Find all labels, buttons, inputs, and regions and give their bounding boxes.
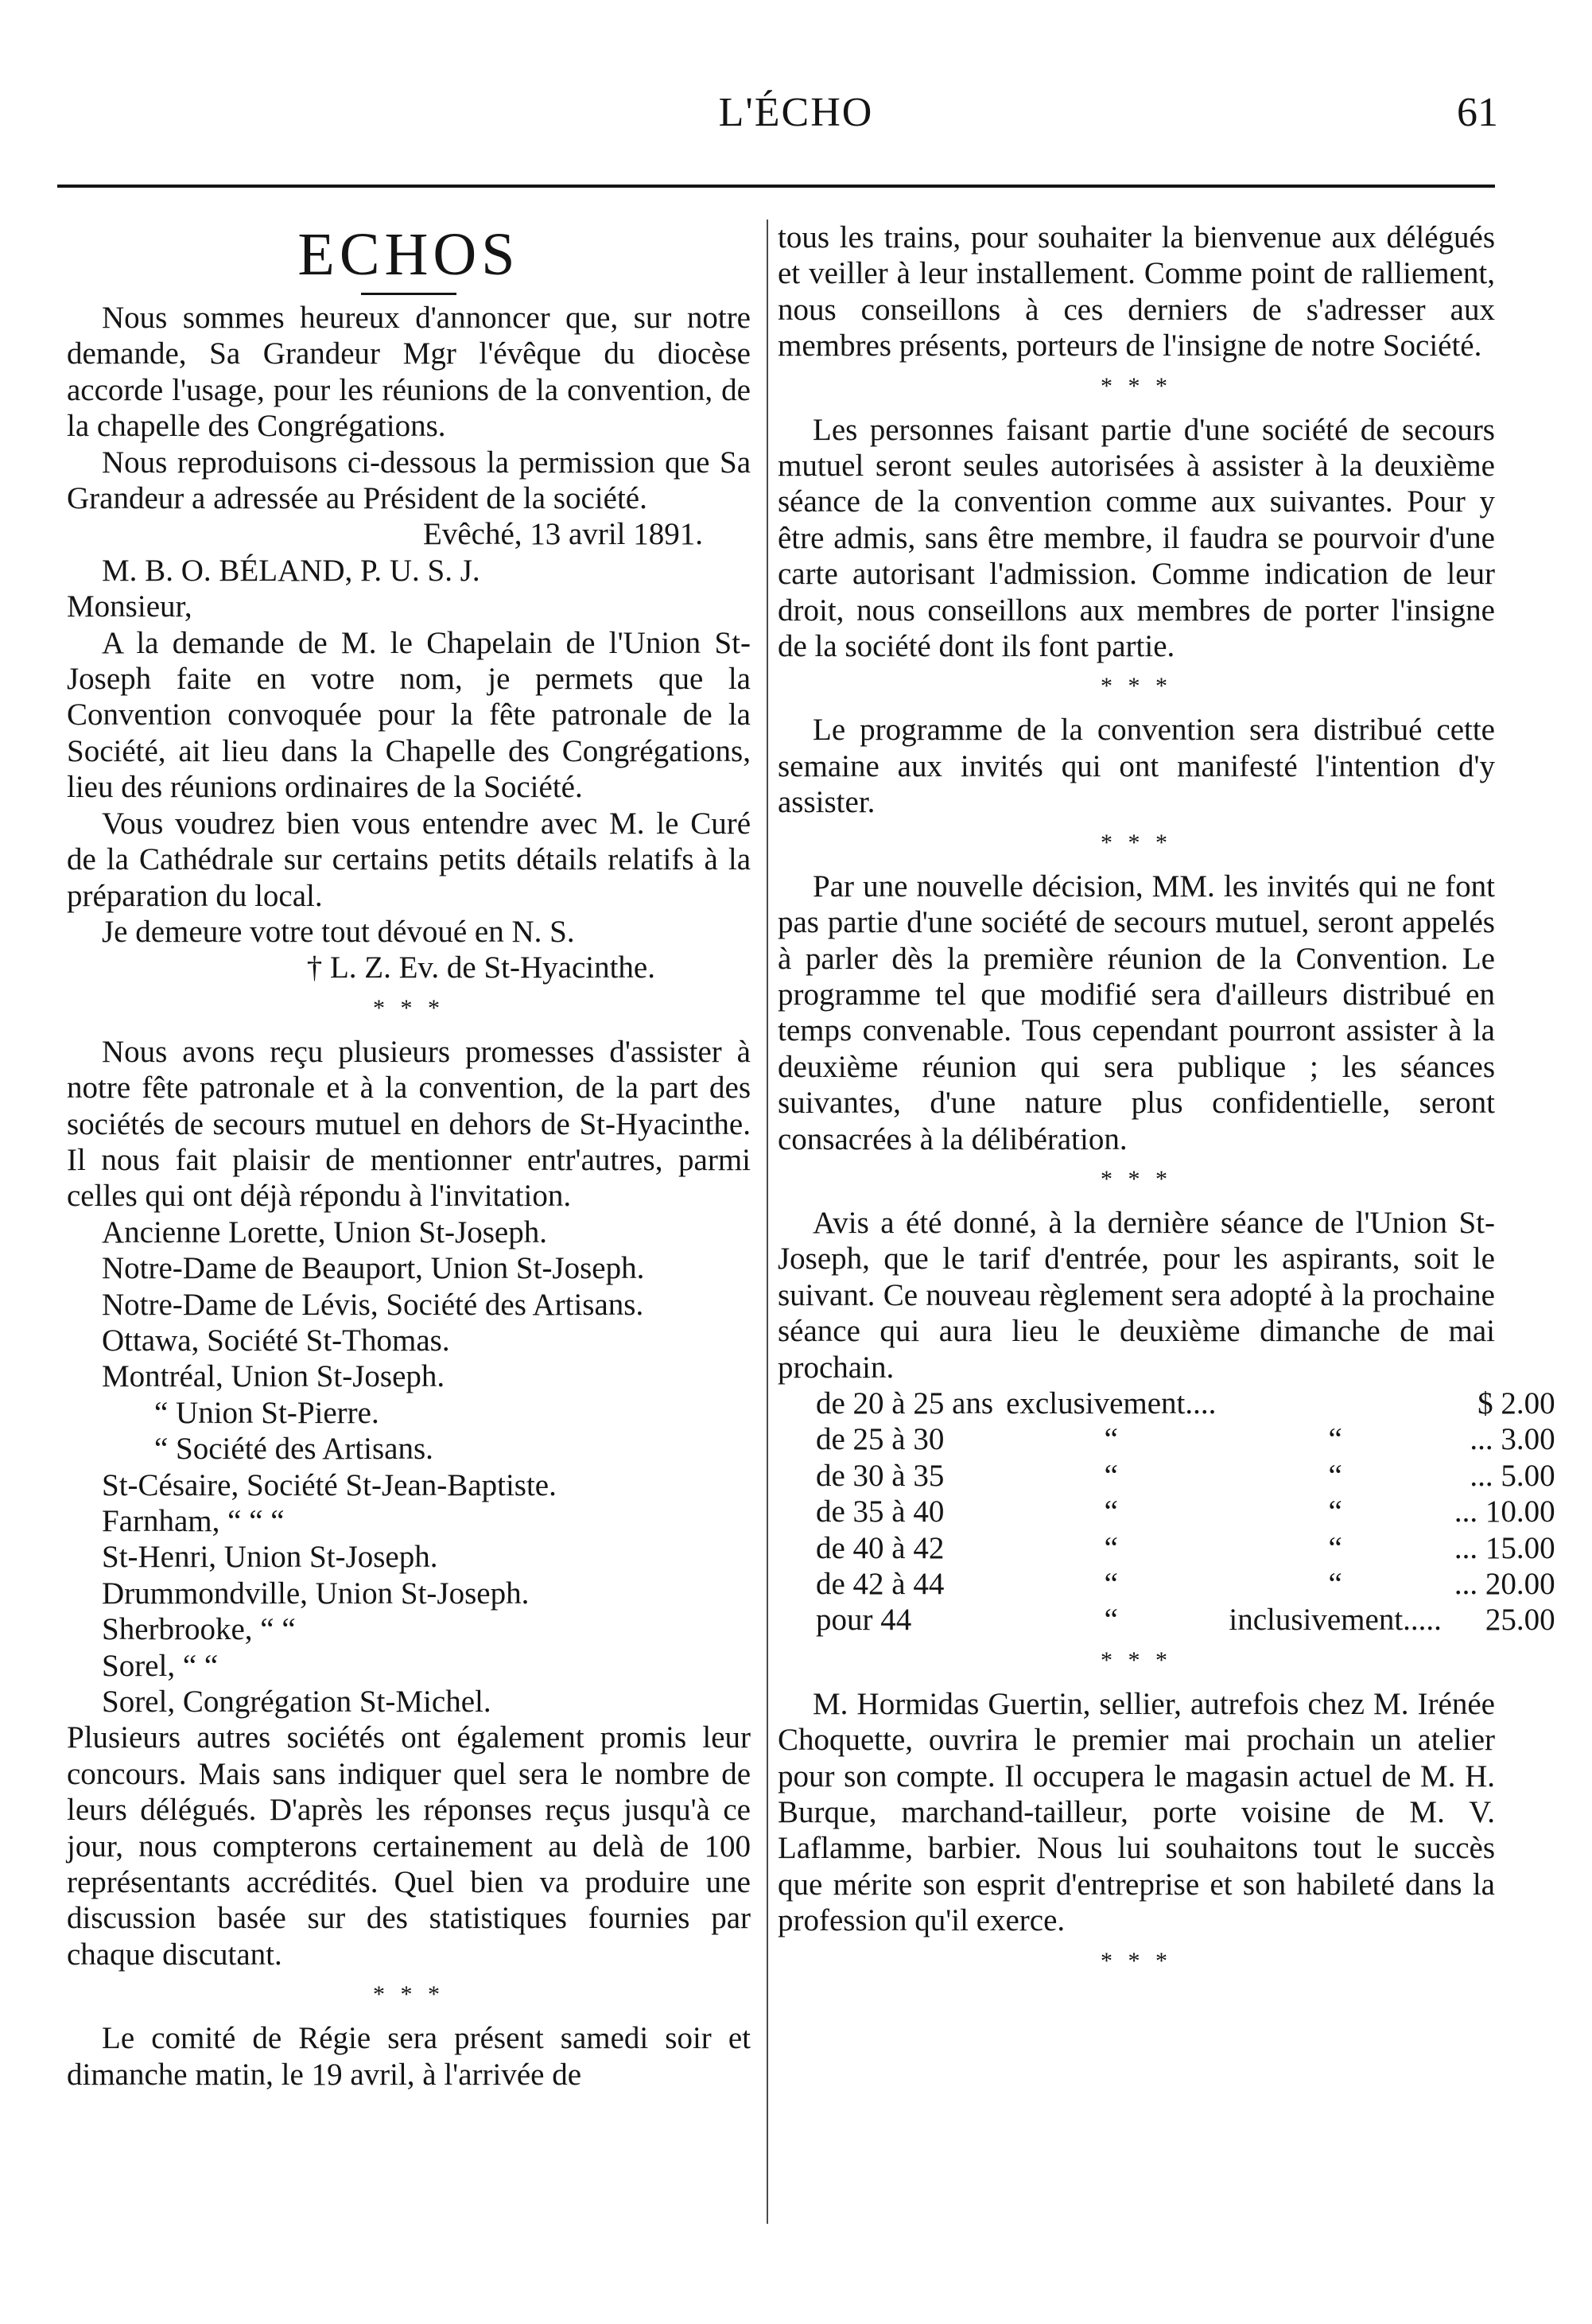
list-item: St-Henri, Union St-Joseph. — [102, 1540, 438, 1575]
committee-paragraph-continued: tous les trains, pour souhaiter la bienvenue aux délégués et veiller à leur installement. Comme point de ralliement, nous conseillons à ces derniers de s'adresser aux membres présents, porteurs de l'insigne de notre Société. — [778, 220, 1495, 363]
tariff-ditto: “ — [1104, 1530, 1118, 1565]
tariff-ditto: “ — [1328, 1494, 1342, 1529]
tariff-amount: ... 20.00 — [1454, 1567, 1555, 1601]
left-column — [67, 220, 751, 2093]
list-item: Sorel, “ “ — [102, 1648, 219, 1683]
tariff-range: de 42 à 44 — [816, 1567, 945, 1601]
list-item: St-Césaire, Société St-Jean-Baptiste. — [102, 1467, 557, 1502]
societies-list — [67, 1214, 751, 1720]
asterism-separator: * * * — [373, 994, 445, 1021]
tariff-range: de 40 à 42 — [816, 1530, 945, 1565]
list-item: Farnham, “ “ “ — [102, 1504, 285, 1538]
letter-paragraph: A la demande de M. le Chapelain de l'Union St-Joseph faite en votre nom, je permets que la Convention convoquée pour la fête patronale de la Société, ait lieu dans la Chapelle des Congrégations, lieu des réunions ordinaires de la Société. — [67, 625, 751, 805]
tariff-amount: ... 5.00 — [1470, 1458, 1555, 1493]
table-row — [810, 1566, 1562, 1602]
promises-paragraph: Nous avons reçu plusieurs promesses d'assister à notre fête patronale et à la convention, de la part des sociétés de secours mutuel en dehors de St-Hyacinthe. Il nous fait plaisir de mentionner entr'autres, parmi celles qui ont déjà répondu à l'invitation. — [67, 1034, 751, 1214]
asterism-separator: * * * — [1101, 673, 1172, 700]
tariff-range: de 20 à 25 ans — [816, 1385, 994, 1420]
intro-paragraph: Nous reproduisons ci-dessous la permission que Sa Grandeur a adressée au Président de la société. — [67, 445, 751, 516]
letter-addressee: M. B. O. BÉLAND, P. U. S. J. — [102, 553, 480, 588]
tariff-range: de 35 à 40 — [816, 1494, 945, 1529]
members-paragraph: Les personnes faisant partie d'une société de secours mutuel seront seules autorisées à assister à la deuxième séance de la convention comme aux suivantes. Pour y être admis, sans être membre, il faudra se pourvoir d'une carte autorisant l'admission. Comme indication de leur droit, nous conseillons aux membres de porter l'insigne de la société dont ils font partie. — [778, 412, 1495, 664]
list-item: Ancienne Lorette, Union St-Joseph. — [102, 1214, 547, 1249]
intro-paragraph: Nous sommes heureux d'annoncer que, sur notre demande, Sa Grandeur Mgr l'évêque du diocèse accorde l'usage, pour les réunions de la convention, de la chapelle des Congrégations. — [67, 301, 751, 444]
tariff-amount: ... 10.00 — [1454, 1494, 1555, 1529]
tariff-note: exclusivement.... — [1006, 1385, 1217, 1420]
promises-outro-paragraph: Plusieurs autres sociétés ont également promis leur concours. Mais sans indiquer quel sera le nombre de leurs délégués. D'après les réponses reçus jusqu'à ce jour, nous compterons certainement au delà de 100 représentants accrédités. Quel bien va produire une discussion basée sur des statistiques fournies par chaque discutant. — [67, 1720, 751, 1972]
list-item: Sorel, Congrégation St-Michel. — [102, 1685, 491, 1720]
list-item: Sherbrooke, “ “ — [102, 1612, 296, 1647]
tariff-ditto: “ — [1328, 1530, 1342, 1565]
tariff-ditto: “ — [1104, 1603, 1118, 1638]
table-row — [810, 1421, 1562, 1457]
guertin-paragraph: M. Hormidas Guertin, sellier, autrefois chez M. Irénée Choquette, ouvrira le premier mai prochain un atelier pour son compte. Il occupera le magasin actuel de M. H. Burque, marchand-tailleur, porte voisine de M. V. Laflamme, barbier. Nous lui souhaitons tout le succès que mérite son esprit d'entreprise et son habileté dans la profession qu'il exerce. — [778, 1686, 1495, 1938]
list-item: Notre-Dame de Lévis, Société des Artisans. — [102, 1287, 644, 1322]
decision-paragraph: Par une nouvelle décision, MM. les invités qui ne font pas partie d'une société de secours mutuel, seront appelés à parler dès la première réunion de la Convention. Le programme tel que modifié sera d'ailleurs distribué en temps convenable. Tous cependant pourront assister à la deuxième réunion qui sera publique ; les séances suivantes, d'une nature plus confidentielle, seront consacrées à la délibération. — [778, 869, 1495, 1156]
tariff-table — [810, 1385, 1562, 1638]
list-item: Drummondville, Union St-Joseph. — [102, 1576, 530, 1611]
asterism-separator: * * * — [1101, 1165, 1172, 1192]
running-title: L'ÉCHO — [718, 90, 874, 135]
tariff-ditto: “ — [1328, 1422, 1342, 1457]
asterism-separator: * * * — [1101, 829, 1172, 856]
letter-signature: † L. Z. Ev. de St-Hyacinthe. — [306, 950, 655, 985]
right-column — [778, 220, 1555, 1987]
tariff-ditto: “ — [1104, 1422, 1118, 1457]
asterism-separator: * * * — [1101, 372, 1172, 399]
letter-dateline: Evêché, 13 avril 1891. — [423, 517, 703, 552]
tariff-amount: ... 15.00 — [1454, 1530, 1555, 1565]
list-item: “ Union St-Pierre. — [154, 1395, 379, 1430]
tariff-range: de 25 à 30 — [816, 1422, 945, 1457]
letter-closing: Je demeure votre tout dévoué en N. S. — [102, 914, 575, 949]
program-paragraph: Le programme de la convention sera distribué cette semaine aux invités qui ont manifesté l'intention d'y assister. — [778, 713, 1495, 820]
list-item: Montréal, Union St-Joseph. — [102, 1359, 445, 1394]
title-rule — [361, 293, 456, 295]
table-row — [810, 1494, 1562, 1529]
tariff-ditto: “ — [1104, 1567, 1118, 1601]
table-row — [810, 1385, 1562, 1421]
table-row — [810, 1602, 1562, 1638]
tariff-range: de 30 à 35 — [816, 1458, 945, 1493]
column-divider — [767, 220, 768, 2224]
asterism-separator: * * * — [1101, 1646, 1172, 1673]
tariff-range: pour 44 — [816, 1603, 912, 1638]
list-item: Ottawa, Société St-Thomas. — [102, 1323, 450, 1358]
letter-salutation: Monsieur, — [67, 589, 192, 624]
tariff-ditto: “ — [1104, 1494, 1118, 1529]
committee-paragraph: Le comité de Régie sera présent samedi soir et dimanche matin, le 19 avril, à l'arrivée de — [67, 2021, 751, 2092]
section-title: ECHOS — [297, 221, 520, 288]
letter-paragraph: Vous voudrez bien vous entendre avec M. le Curé de la Cathédrale sur certains petits détails relatifs à la préparation du local. — [67, 806, 751, 913]
tariff-amount: ... 3.00 — [1470, 1422, 1555, 1457]
tariff-ditto: “ — [1328, 1567, 1342, 1601]
asterism-separator: * * * — [1101, 1947, 1172, 1974]
tariff-ditto: “ — [1328, 1458, 1342, 1493]
tariff-amount: 25.00 — [1485, 1603, 1555, 1638]
tariff-ditto: “ — [1104, 1458, 1118, 1493]
asterism-separator: * * * — [373, 1981, 445, 2008]
table-row — [810, 1458, 1562, 1494]
tariff-note: inclusivement..... — [1229, 1603, 1442, 1638]
table-row — [810, 1530, 1562, 1566]
header-rule — [57, 185, 1495, 188]
list-item: “ Société des Artisans. — [154, 1432, 433, 1467]
list-item: Notre-Dame de Beauport, Union St-Joseph. — [102, 1251, 645, 1286]
tariff-amount: $ 2.00 — [1477, 1385, 1555, 1420]
tariff-paragraph: Avis a été donné, à la dernière séance de l'Union St-Joseph, que le tarif d'entrée, pour les aspirants, soit le suivant. Ce nouveau règlement sera adopté à la prochaine séance qui aura lieu le deuxième dimanche de mai prochain. — [778, 1205, 1495, 1385]
page-number: 61 — [1457, 90, 1498, 135]
tariff-ditto — [1222, 1385, 1448, 1421]
